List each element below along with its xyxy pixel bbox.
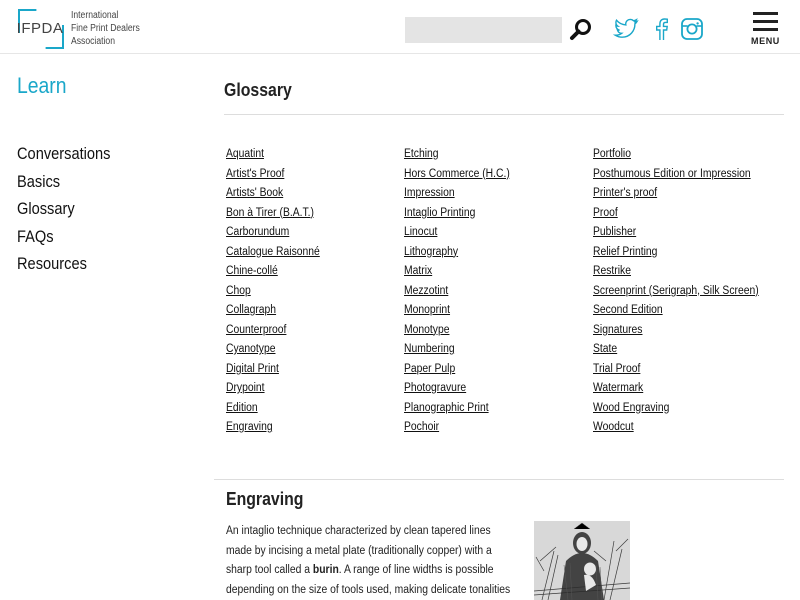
glossary-link[interactable]: Collagraph: [226, 304, 277, 316]
sidebar-nav: [17, 140, 126, 278]
entry-line: made by incising a metal plate (traditionally copper) with a: [226, 544, 492, 557]
glossary-link[interactable]: Pochoir: [404, 421, 440, 433]
entry-term-burin: burin: [312, 564, 339, 576]
glossary-link[interactable]: Trial Proof: [593, 362, 641, 375]
sidebar-item-basics[interactable]: Basics: [17, 171, 61, 191]
logo-line-1: International: [71, 9, 119, 21]
logo-mark-text: IFPDA: [16, 19, 64, 37]
glossary-link[interactable]: Artist's Proof: [226, 167, 285, 180]
glossary-link[interactable]: Numbering: [404, 343, 455, 355]
entry-title: Engraving: [226, 489, 304, 509]
sidebar-item-glossary[interactable]: Glossary: [17, 199, 75, 218]
logo-mark: [18, 9, 62, 47]
facebook-icon: [648, 15, 676, 43]
ifpda-logo[interactable]: [18, 8, 161, 48]
glossary-link[interactable]: Watermark: [593, 382, 644, 394]
site-header: [0, 0, 800, 54]
search-input[interactable]: [405, 17, 562, 43]
instagram-icon: [678, 15, 706, 43]
glossary-link[interactable]: Hors Commerce (H.C.): [404, 167, 510, 180]
entry-text-fragment: . A range of line widths is possible: [338, 564, 494, 576]
glossary-column-3: [593, 145, 777, 438]
glossary-link[interactable]: Wood Engraving: [593, 401, 670, 414]
glossary-link[interactable]: Signatures: [593, 323, 643, 336]
entry-line-with-term: [226, 561, 494, 581]
logo-wordmark: [71, 9, 148, 48]
glossary-link[interactable]: Paper Pulp: [404, 362, 456, 375]
glossary-link[interactable]: Chine-collé: [226, 265, 278, 277]
entry-divider: [214, 479, 784, 480]
glossary-link[interactable]: Catalogue Raisonné: [226, 245, 320, 258]
glossary-link[interactable]: Intaglio Printing: [404, 206, 476, 219]
glossary-link[interactable]: Monoprint: [404, 304, 451, 316]
instagram-link[interactable]: [678, 15, 706, 43]
search-button[interactable]: [567, 16, 595, 44]
sidebar-item-faqs[interactable]: FAQs: [17, 226, 54, 246]
logo-line-3: Association: [71, 35, 115, 47]
glossary-link[interactable]: Engraving: [226, 421, 273, 433]
logo-line-2: Fine Print Dealers: [71, 22, 140, 34]
glossary-link[interactable]: Aquatint: [226, 148, 264, 160]
glossary-link[interactable]: Cyanotype: [226, 343, 276, 355]
entry-line: depending on the size of tools used, making delicate tonalities: [226, 583, 511, 596]
glossary-link[interactable]: Drypoint: [226, 382, 265, 394]
glossary-link[interactable]: Matrix: [404, 265, 433, 277]
glossary-link[interactable]: Edition: [226, 401, 258, 414]
title-divider: [224, 114, 784, 115]
menu-label: MENU: [751, 36, 780, 46]
glossary-column-1: [226, 145, 330, 438]
glossary-link[interactable]: Posthumous Edition or Impression: [593, 167, 751, 180]
glossary-link[interactable]: Publisher: [593, 226, 637, 238]
glossary-link[interactable]: Woodcut: [593, 421, 634, 433]
entry-line: An intaglio technique characterized by clean tapered lines: [226, 525, 491, 537]
entry-text-fragment: sharp tool called a: [226, 564, 313, 576]
facebook-link[interactable]: [648, 15, 676, 43]
engraving-artwork-image: [534, 521, 630, 600]
glossary-link[interactable]: Portfolio: [593, 148, 631, 160]
glossary-link[interactable]: Printer's proof: [593, 187, 658, 199]
glossary-link[interactable]: Counterproof: [226, 323, 287, 336]
page-title: Glossary: [224, 80, 292, 100]
glossary-link[interactable]: Lithography: [404, 245, 459, 258]
twitter-icon: [612, 15, 640, 43]
glossary-link[interactable]: Monotype: [404, 323, 450, 336]
glossary-link[interactable]: Bon à Tirer (B.A.T.): [226, 206, 315, 219]
glossary-link[interactable]: Impression: [404, 187, 455, 199]
twitter-link[interactable]: [612, 15, 640, 43]
glossary-link[interactable]: Chop: [226, 284, 251, 297]
glossary-link[interactable]: Screenprint (Serigraph, Silk Screen): [593, 284, 759, 297]
search-icon: [567, 16, 595, 44]
glossary-link[interactable]: Mezzotint: [404, 284, 449, 297]
sidebar-item-resources[interactable]: Resources: [17, 254, 87, 273]
glossary-link[interactable]: Second Edition: [593, 304, 663, 316]
sidebar-item-conversations[interactable]: Conversations: [17, 144, 111, 163]
glossary-link[interactable]: Restrike: [593, 265, 631, 277]
glossary-column-2: [404, 145, 522, 438]
section-title-learn: Learn: [17, 73, 67, 98]
glossary-link[interactable]: Artists' Book: [226, 187, 284, 199]
glossary-link[interactable]: State: [593, 343, 618, 355]
glossary-link[interactable]: Etching: [404, 148, 439, 160]
glossary-link[interactable]: Linocut: [404, 226, 438, 238]
menu-button[interactable]: [748, 10, 784, 48]
glossary-link[interactable]: Carborundum: [226, 226, 290, 238]
glossary-link[interactable]: Digital Print: [226, 362, 279, 375]
glossary-link[interactable]: Photogravure: [404, 382, 467, 394]
glossary-link[interactable]: Planographic Print: [404, 401, 489, 414]
entry-description: [226, 522, 511, 600]
glossary-link[interactable]: Relief Printing: [593, 245, 658, 258]
glossary-link[interactable]: Proof: [593, 206, 618, 219]
